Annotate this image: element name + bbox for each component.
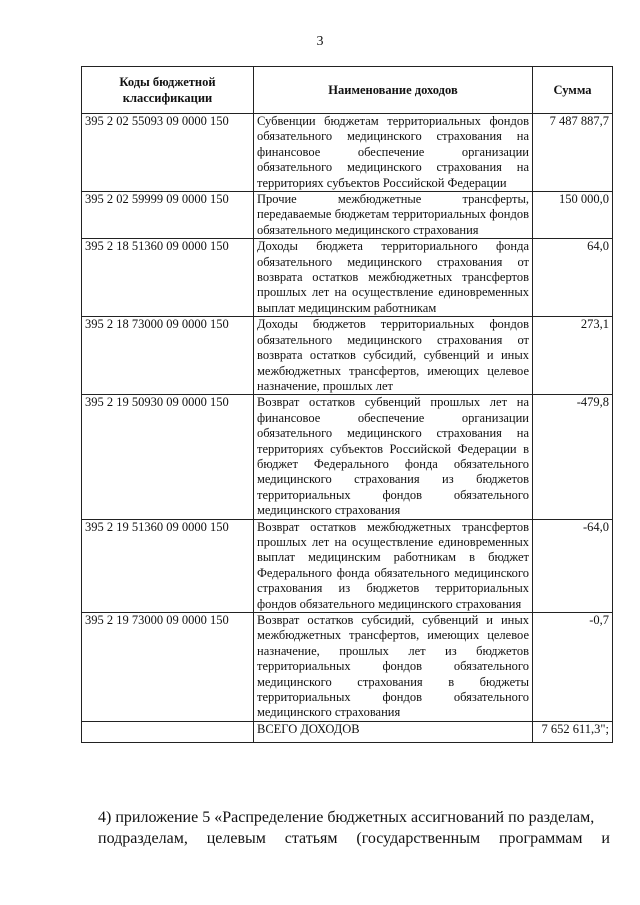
row-amount: -64,0 [533,519,613,612]
table-row [82,613,613,722]
paragraph-word: подразделам, [98,830,188,847]
header-name: Наименование доходов [254,67,533,114]
table-row [82,114,613,192]
row-code: 395 2 19 73000 09 0000 150 [82,613,254,722]
row-name: Доходы бюджетов территориальных фондов обязательного медицинского страхования от возврата остатков субсидий, субвенций и иных межбюджетных трансфертов, имеющих целевое назначение, прошлых лет [254,317,533,395]
table-row [82,192,613,239]
paragraph-word: (государственным [356,830,481,847]
paragraph-word: и [601,830,610,847]
row-name: Прочие межбюджетные трансферты, передаваемые бюджетам территориальных фондов обязательного медицинского страхования [254,192,533,239]
row-amount: -479,8 [533,395,613,519]
paragraph-word: статьям [284,830,338,847]
total-empty-cell [82,721,254,742]
row-code: 395 2 02 55093 09 0000 150 [82,114,254,192]
total-label: ВСЕГО ДОХОДОВ [254,721,533,742]
paragraph-word: программам [498,830,583,847]
row-name: Возврат остатков субсидий, субвенций и иных межбюджетных трансфертов, имеющих целевое назначение, прошлых лет из бюджетов территориальных фондов обязательного медицинского страхования в бюджеты территориальных фондов обязательного медицинского страхования [254,613,533,722]
row-code: 395 2 18 51360 09 0000 150 [82,239,254,317]
table-row [82,317,613,395]
table-row [82,239,613,317]
paragraph-line-1: 4) приложение 5 «Распределение бюджетных ассигнований по разделам, [98,809,595,826]
row-amount: 150 000,0 [533,192,613,239]
table-row [82,395,613,519]
row-name: Субвенции бюджетам территориальных фондов обязательного медицинского страхования на финансовое обеспечение организации обязательного медицинского страхования на территориях субъектов Российской Федерации [254,114,533,192]
row-amount: 273,1 [533,317,613,395]
row-code: 395 2 19 51360 09 0000 150 [82,519,254,612]
row-code: 395 2 19 50930 09 0000 150 [82,395,254,519]
paragraph-word: целевым [206,830,266,847]
revenue-table [81,66,613,743]
total-amount: 7 652 611,3"; [533,721,613,742]
row-name: Возврат остатков субвенций прошлых лет на финансовое обеспечение организации обязательного медицинского страхования на территориях субъектов Российской Федерации в бюджет Федерального фонда обязательного медицинского страхования из бюджетов территориальных фондов обязательного медицинского страхования [254,395,533,519]
row-name: Возврат остатков межбюджетных трансфертов прошлых лет на осуществление единовременных выплат медицинским работникам в бюджет Федерального фонда обязательного медицинского страхования из бюджетов территориальных фондов обязательного медицинского страхования [254,519,533,612]
row-code: 395 2 18 73000 09 0000 150 [82,317,254,395]
total-row [82,721,613,742]
page-number: 3 [316,34,324,49]
header-codes: Коды бюджетной классификации [82,67,254,114]
header-amount: Сумма [533,67,613,114]
row-code: 395 2 02 59999 09 0000 150 [82,192,254,239]
row-amount: 7 487 887,7 [533,114,613,192]
paragraph-line-2 [98,830,610,848]
row-amount: 64,0 [533,239,613,317]
row-name: Доходы бюджета территориального фонда обязательного медицинского страхования от возврата остатков межбюджетных трансфертов прошлых лет на осуществление единовременных выплат медицинским работникам [254,239,533,317]
table-header-row [82,67,613,114]
table-row [82,519,613,612]
row-amount: -0,7 [533,613,613,722]
